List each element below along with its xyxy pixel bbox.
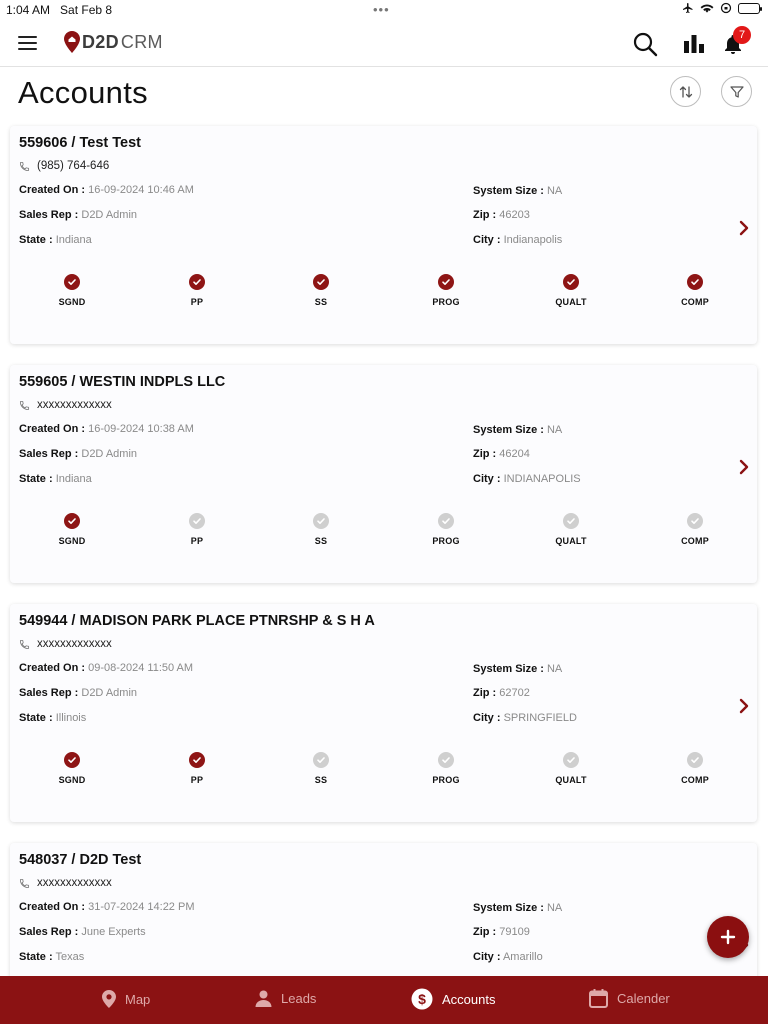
progress-step xyxy=(416,752,476,785)
check-circle-icon xyxy=(438,513,454,529)
step-label: SGND xyxy=(58,775,86,785)
system-size-field: System Size : NA xyxy=(473,902,563,914)
bottom-navigation xyxy=(0,976,768,1024)
progress-step xyxy=(167,513,227,546)
sales-rep-field: Sales Rep : June Experts xyxy=(19,926,146,938)
phone-number: xxxxxxxxxxxxx xyxy=(37,638,112,650)
state-field: State : Indiana xyxy=(19,473,92,485)
step-label: PP xyxy=(190,775,204,785)
orientation-lock-icon xyxy=(720,2,732,14)
logo-text-light: CRM xyxy=(120,31,163,52)
nav-map[interactable] xyxy=(102,990,150,1008)
chevron-right-icon[interactable] xyxy=(737,220,751,236)
logo-text-bold: D2D xyxy=(82,31,119,52)
state-field: State : Texas xyxy=(19,951,85,963)
step-label: COMP xyxy=(681,536,709,546)
battery-icon xyxy=(738,3,760,14)
progress-steps xyxy=(10,752,757,792)
progress-step xyxy=(291,274,351,307)
step-label: QUALT xyxy=(555,536,587,546)
city-field: City : INDIANAPOLIS xyxy=(473,473,581,485)
nav-map-label: Map xyxy=(125,991,151,1007)
page-title: Accounts xyxy=(18,75,148,110)
person-icon xyxy=(255,990,272,1007)
phone-icon xyxy=(19,161,30,172)
progress-step xyxy=(291,513,351,546)
progress-step xyxy=(665,274,725,307)
account-title: 559605 / WESTIN INDPLS LLC xyxy=(19,374,226,390)
progress-step xyxy=(42,274,102,307)
check-circle-icon xyxy=(189,513,205,529)
nav-leads-label: Leads xyxy=(281,991,317,1006)
multitasking-dots[interactable]: ••• xyxy=(373,2,390,17)
sales-rep-field: Sales Rep : D2D Admin xyxy=(19,687,138,699)
zip-field: Zip : 46204 xyxy=(473,448,530,460)
nav-accounts-label: Accounts xyxy=(442,991,496,1007)
bar-chart-icon[interactable] xyxy=(681,31,707,57)
check-circle-icon xyxy=(313,513,329,529)
check-circle-icon xyxy=(64,513,80,529)
sort-button[interactable] xyxy=(670,76,701,107)
check-circle-icon xyxy=(563,752,579,768)
created-on-field: Created On : 16-09-2024 10:46 AM xyxy=(19,184,194,196)
airplane-icon xyxy=(682,2,694,14)
status-time: 1:04 AM Sat Feb 8 xyxy=(6,3,113,17)
step-label: SGND xyxy=(58,297,86,307)
progress-step xyxy=(541,513,601,546)
progress-step xyxy=(416,513,476,546)
account-card[interactable] xyxy=(10,604,757,822)
progress-step xyxy=(665,752,725,785)
progress-step xyxy=(665,513,725,546)
calendar-icon xyxy=(589,989,608,1008)
step-label: PP xyxy=(190,297,204,307)
progress-step xyxy=(42,752,102,785)
check-circle-icon xyxy=(313,274,329,290)
progress-steps xyxy=(10,513,757,553)
account-phone[interactable] xyxy=(19,160,109,172)
account-card[interactable] xyxy=(10,126,757,344)
wifi-icon xyxy=(700,2,714,14)
check-circle-icon xyxy=(189,274,205,290)
sales-rep-field: Sales Rep : D2D Admin xyxy=(19,209,138,221)
chevron-right-icon[interactable] xyxy=(737,459,751,475)
progress-step xyxy=(167,752,227,785)
progress-step xyxy=(291,752,351,785)
check-circle-icon xyxy=(563,274,579,290)
app-logo xyxy=(64,31,163,53)
step-label: SS xyxy=(314,536,328,546)
step-label: SS xyxy=(314,775,328,785)
step-label: PP xyxy=(190,536,204,546)
menu-icon[interactable] xyxy=(18,36,37,50)
state-field: State : Indiana xyxy=(19,234,92,246)
progress-step xyxy=(541,752,601,785)
svg-text:$: $ xyxy=(418,991,426,1007)
progress-step xyxy=(541,274,601,307)
system-size-field: System Size : NA xyxy=(473,663,563,675)
zip-field: Zip : 79109 xyxy=(473,926,530,938)
system-size-field: System Size : NA xyxy=(473,424,563,436)
chevron-right-icon[interactable] xyxy=(737,698,751,714)
step-label: COMP xyxy=(681,297,709,307)
state-field: State : Illinois xyxy=(19,712,87,724)
zip-field: Zip : 62702 xyxy=(473,687,530,699)
nav-accounts[interactable] xyxy=(411,988,495,1010)
account-phone[interactable] xyxy=(19,638,112,650)
city-field: City : SPRINGFIELD xyxy=(473,712,577,724)
phone-number: xxxxxxxxxxxxx xyxy=(37,399,112,411)
nav-calender[interactable] xyxy=(589,989,670,1008)
plus-icon xyxy=(720,929,736,945)
step-label: PROG xyxy=(432,775,460,785)
account-phone[interactable] xyxy=(19,877,112,889)
account-phone[interactable] xyxy=(19,399,112,411)
filter-icon xyxy=(729,84,745,100)
notifications-button[interactable] xyxy=(721,31,747,57)
sales-rep-field: Sales Rep : D2D Admin xyxy=(19,448,138,460)
dollar-icon xyxy=(411,988,433,1010)
step-label: SS xyxy=(314,297,328,307)
zip-field: Zip : 46203 xyxy=(473,209,530,221)
status-bar xyxy=(0,0,768,20)
notification-badge: 7 xyxy=(733,26,751,44)
check-circle-icon xyxy=(189,752,205,768)
sort-icon xyxy=(678,84,694,100)
step-label: COMP xyxy=(681,775,709,785)
check-circle-icon xyxy=(438,274,454,290)
check-circle-icon xyxy=(64,752,80,768)
city-field: City : Amarillo xyxy=(473,951,543,963)
check-circle-icon xyxy=(687,752,703,768)
progress-step xyxy=(416,274,476,307)
app-header xyxy=(0,20,768,67)
progress-steps xyxy=(10,274,757,314)
map-pin-icon xyxy=(102,990,116,1008)
progress-step xyxy=(167,274,227,307)
phone-number: (985) 764-646 xyxy=(37,160,110,172)
step-label: PROG xyxy=(432,297,460,307)
phone-icon xyxy=(19,400,30,411)
status-icons xyxy=(682,2,760,14)
phone-icon xyxy=(19,878,30,889)
search-icon[interactable] xyxy=(632,31,658,57)
nav-leads[interactable] xyxy=(255,990,316,1007)
step-label: QUALT xyxy=(555,775,587,785)
check-circle-icon xyxy=(64,274,80,290)
filter-button[interactable] xyxy=(721,76,752,107)
step-label: SGND xyxy=(58,536,86,546)
created-on-field: Created On : 31-07-2024 14:22 PM xyxy=(19,901,195,913)
system-size-field: System Size : NA xyxy=(473,185,563,197)
check-circle-icon xyxy=(563,513,579,529)
check-circle-icon xyxy=(687,513,703,529)
nav-calender-label: Calender xyxy=(617,991,670,1006)
account-title: 549944 / MADISON PARK PLACE PTNRSHP & S H A xyxy=(19,613,375,629)
created-on-field: Created On : 16-09-2024 10:38 AM xyxy=(19,423,194,435)
step-label: QUALT xyxy=(555,297,587,307)
map-pin-logo-icon xyxy=(64,31,80,53)
account-title: 548037 / D2D Test xyxy=(19,852,142,868)
check-circle-icon xyxy=(313,752,329,768)
phone-number: xxxxxxxxxxxxx xyxy=(37,877,112,889)
phone-icon xyxy=(19,639,30,650)
check-circle-icon xyxy=(687,274,703,290)
step-label: PROG xyxy=(432,536,460,546)
created-on-field: Created On : 09-08-2024 11:50 AM xyxy=(19,662,194,674)
check-circle-icon xyxy=(438,752,454,768)
add-account-button[interactable] xyxy=(707,916,749,958)
account-card[interactable] xyxy=(10,365,757,583)
account-title: 559606 / Test Test xyxy=(19,135,141,151)
city-field: City : Indianapolis xyxy=(473,234,563,246)
progress-step xyxy=(42,513,102,546)
